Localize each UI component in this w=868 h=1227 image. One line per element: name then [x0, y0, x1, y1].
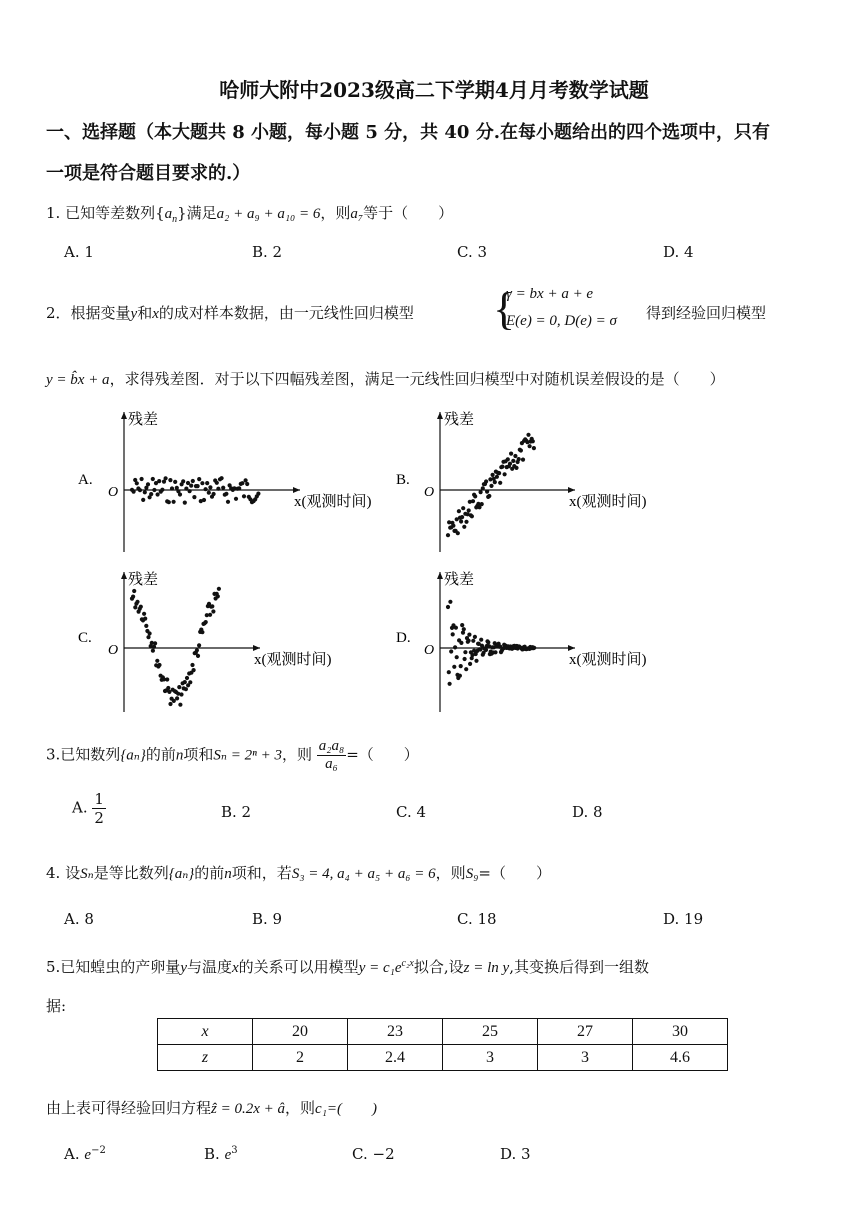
- data-point: [244, 478, 248, 482]
- data-point: [495, 475, 499, 479]
- data-point: [135, 481, 139, 485]
- x-axis-arrow: [253, 645, 260, 651]
- q1-condition: a₂ + a₉ + a₁₀ = 6: [216, 206, 321, 222]
- data-point: [478, 647, 482, 651]
- data-table: [157, 1018, 728, 1071]
- data-point: [208, 485, 212, 489]
- y-axis-label: 残差: [444, 412, 475, 428]
- data-point: [192, 495, 196, 499]
- y-axis-arrow: [121, 572, 127, 579]
- data-point: [256, 492, 260, 496]
- data-point: [458, 674, 462, 678]
- data-point: [481, 486, 485, 490]
- data-point: [200, 630, 204, 634]
- data-point: [216, 594, 220, 598]
- data-point: [210, 604, 214, 608]
- q1-option-b[interactable]: B. 2: [252, 243, 283, 261]
- data-point: [170, 486, 174, 490]
- data-point: [196, 484, 200, 488]
- data-point: [140, 477, 144, 481]
- y-axis-arrow: [437, 572, 443, 579]
- data-point: [456, 531, 460, 535]
- x-axis-arrow: [293, 487, 300, 493]
- data-point: [192, 668, 196, 672]
- data-point: [453, 645, 457, 649]
- data-point: [151, 477, 155, 481]
- data-point: [152, 488, 156, 492]
- data-point: [207, 491, 211, 495]
- data-point: [459, 519, 463, 523]
- data-point: [234, 497, 238, 501]
- data-point: [157, 479, 161, 483]
- data-point: [485, 490, 489, 494]
- data-point: [237, 486, 241, 490]
- plot-label: C.: [78, 630, 92, 646]
- data-point: [191, 479, 195, 483]
- origin-label: O: [424, 485, 435, 500]
- data-point: [204, 620, 208, 624]
- section-heading-line1: 一、选择题（本大题共 8 小题，每小题 5 分，共 40 分.在每小题给出的四个选项中，只有: [46, 122, 770, 143]
- data-point: [493, 480, 497, 484]
- x-axis-label: x(观测时间): [569, 494, 647, 510]
- data-point: [528, 444, 532, 448]
- section-heading-line2: 一项是符合题目要求的.）: [46, 163, 251, 184]
- data-point: [156, 492, 160, 496]
- data-point: [242, 494, 246, 498]
- data-point: [514, 466, 518, 470]
- data-point: [196, 654, 200, 658]
- data-point: [167, 500, 171, 504]
- data-point: [493, 650, 497, 654]
- data-point: [471, 639, 475, 643]
- data-point: [448, 682, 452, 686]
- q5-option-c[interactable]: C. −2: [352, 1145, 395, 1163]
- data-point: [461, 506, 465, 510]
- data-point: [211, 609, 215, 613]
- origin-label: O: [424, 643, 435, 658]
- data-point: [149, 492, 153, 496]
- data-point: [185, 676, 189, 680]
- data-point: [178, 492, 182, 496]
- data-point: [240, 481, 244, 485]
- data-point: [491, 473, 495, 477]
- data-point: [454, 626, 458, 630]
- data-point: [451, 632, 455, 636]
- data-point: [532, 446, 536, 450]
- q5-option-b[interactable]: B. $e^3$: [204, 1145, 238, 1163]
- q3-option-d[interactable]: D. 8: [572, 803, 603, 821]
- data-point: [195, 648, 199, 652]
- data-point: [503, 472, 507, 476]
- page-title: 哈师大附中2023级高二下学期4月月考数学试题: [219, 78, 649, 102]
- data-point: [200, 481, 204, 485]
- data-point: [166, 686, 170, 690]
- q3-option-a[interactable]: A. $\frac{1}{2}$: [72, 790, 104, 827]
- q1-option-d[interactable]: D. 4: [663, 243, 694, 261]
- origin-label: O: [108, 643, 119, 658]
- data-point: [212, 492, 216, 496]
- data-point: [181, 479, 185, 483]
- data-point: [202, 498, 206, 502]
- q3-option-a-fraction: $\frac{1}{2}$: [94, 790, 104, 827]
- data-point: [132, 589, 136, 593]
- question-5-line3: 由上表可得经验回归方程ẑ = 0.2x + â，则c₁=( ): [46, 1099, 378, 1117]
- data-point: [532, 646, 536, 650]
- data-point: [464, 667, 468, 671]
- data-point: [135, 600, 139, 604]
- data-point: [146, 482, 150, 486]
- data-point: [451, 524, 455, 528]
- question-5-line2: 据:: [46, 997, 67, 1015]
- data-point: [484, 479, 488, 483]
- data-point: [455, 655, 459, 659]
- data-point: [144, 624, 148, 628]
- q1-option-c[interactable]: C. 3: [457, 243, 488, 261]
- data-point: [531, 439, 535, 443]
- data-point: [221, 486, 225, 490]
- data-point: [467, 508, 471, 512]
- data-point: [519, 448, 523, 452]
- data-point: [459, 664, 463, 668]
- data-point: [471, 499, 475, 503]
- y-axis-arrow: [437, 412, 443, 419]
- data-point: [508, 462, 512, 466]
- data-point: [462, 627, 466, 631]
- data-point: [487, 494, 491, 498]
- question-5-line1: 5.已知蝗虫的产卵量y与温度x的关系可以用模型$y = c_1e^{c_2x}$拟合,设z = ln y,其变换后得到一组数: [46, 958, 649, 976]
- data-point: [245, 482, 249, 486]
- data-point: [142, 612, 146, 616]
- residual-plots: [70, 400, 770, 720]
- data-point: [474, 659, 478, 663]
- data-point: [506, 457, 510, 461]
- data-point: [220, 476, 224, 480]
- y-axis-arrow: [121, 412, 127, 419]
- data-point: [448, 600, 452, 604]
- data-point: [498, 481, 502, 485]
- q3-option-c[interactable]: C. 4: [396, 803, 427, 821]
- data-point: [157, 663, 161, 667]
- plot-label: A.: [78, 472, 93, 488]
- data-point: [463, 650, 467, 654]
- data-point: [168, 478, 172, 482]
- data-point: [460, 515, 464, 519]
- data-point: [513, 454, 517, 458]
- data-point: [467, 633, 471, 637]
- y-axis-label: 残差: [128, 572, 159, 588]
- data-point: [217, 587, 221, 591]
- data-point: [172, 500, 176, 504]
- x-axis-arrow: [568, 487, 575, 493]
- data-point: [197, 643, 201, 647]
- data-point: [143, 617, 147, 621]
- data-point: [131, 595, 135, 599]
- data-point: [463, 657, 467, 661]
- data-point: [484, 648, 488, 652]
- q4-option-a[interactable]: A. 8: [64, 910, 94, 928]
- table-row: z 2 2.4 3 3 4.6: [158, 1045, 728, 1071]
- data-point: [173, 480, 177, 484]
- data-point: [457, 509, 461, 513]
- x-axis-label: x(观测时间): [294, 494, 372, 510]
- data-point: [449, 649, 453, 653]
- data-point: [188, 489, 192, 493]
- question-2-line1-end: 得到经验回归模型: [646, 304, 767, 322]
- data-point: [517, 457, 521, 461]
- y-axis-label: 残差: [444, 572, 475, 588]
- system-brace: {: [493, 283, 516, 334]
- data-point: [146, 635, 150, 639]
- data-point: [183, 501, 187, 505]
- data-point: [141, 498, 145, 502]
- plot-label: D.: [396, 630, 411, 646]
- q5-option-d[interactable]: D. 3: [500, 1145, 531, 1163]
- data-point: [132, 490, 136, 494]
- q5-option-a[interactable]: A. $e^{-2}$: [64, 1145, 106, 1163]
- table-row: x 20 23 25 27 30: [158, 1019, 728, 1045]
- regression-system-eq1: γ = bx + a + e: [506, 286, 594, 302]
- data-point: [464, 520, 468, 524]
- plot-label: B.: [396, 472, 410, 488]
- q1-option-a[interactable]: A. 1: [64, 243, 94, 261]
- data-point: [179, 692, 183, 696]
- data-point: [509, 452, 513, 456]
- data-point: [155, 659, 159, 663]
- q3-fraction: $\frac{\text{a₂a₈}}{\text{a₆}}$: [318, 738, 345, 772]
- question-2-line2: y = b̂x + a，求得残差图．对于以下四幅残差图，满足一元线性回归模型中对随机误差假设的是（ ）: [46, 370, 725, 388]
- data-point: [489, 484, 493, 488]
- data-point: [151, 649, 155, 653]
- data-point: [160, 488, 164, 492]
- data-point: [190, 663, 194, 667]
- data-point: [462, 525, 466, 529]
- data-point: [470, 514, 474, 518]
- data-point: [446, 533, 450, 537]
- data-point: [148, 631, 152, 635]
- data-point: [188, 680, 192, 684]
- data-point: [208, 613, 212, 617]
- x-axis-label: x(观测时间): [254, 652, 332, 668]
- y-axis-label: 残差: [128, 412, 159, 428]
- data-point: [139, 605, 143, 609]
- data-point: [460, 623, 464, 627]
- data-point: [447, 670, 451, 674]
- data-point: [184, 687, 188, 691]
- question-4: 4. 设Sₙ是等比数列{aₙ}的前n项和，若S₃ = 4, a₄ + a₅ + a₆ = 6，则S₉=（ ）: [46, 864, 551, 882]
- data-point: [486, 640, 490, 644]
- question-1: 1. 已知等差数列$\{a_n\}$满足a₂ + a₉ + a₁₀ = 6，则a₇等于（ ）: [46, 204, 454, 225]
- data-point: [175, 696, 179, 700]
- data-point: [183, 680, 187, 684]
- x-axis-label: x(观测时间): [569, 652, 647, 668]
- data-point: [138, 488, 142, 492]
- data-point: [452, 665, 456, 669]
- question-3: 3.已知数列{aₙ}的前n项和Sₙ = 2ⁿ + 3，则 $\frac{\text{a₂a₈}}{\text{a₆}}$ =（ ）: [46, 738, 419, 772]
- q4-option-c[interactable]: C. 18: [457, 910, 497, 928]
- regression-system-eq2: E(e) = 0, D(e) = σ: [506, 313, 617, 329]
- data-point: [133, 605, 137, 609]
- data-point: [446, 605, 450, 609]
- data-point: [497, 471, 501, 475]
- data-point: [224, 492, 228, 496]
- data-point: [143, 490, 147, 494]
- q4-option-b[interactable]: B. 9: [252, 910, 283, 928]
- origin-label: O: [108, 485, 119, 500]
- data-point: [153, 641, 157, 645]
- data-point: [459, 641, 463, 645]
- data-point: [526, 433, 530, 437]
- data-point: [204, 487, 208, 491]
- data-point: [511, 459, 515, 463]
- data-point: [215, 481, 219, 485]
- data-point: [165, 677, 169, 681]
- data-point: [468, 662, 472, 666]
- data-point: [480, 502, 484, 506]
- data-point: [479, 638, 483, 642]
- data-point: [467, 639, 471, 643]
- data-point: [473, 494, 477, 498]
- data-point: [189, 484, 193, 488]
- data-point: [177, 685, 181, 689]
- data-point: [500, 465, 504, 469]
- data-point: [197, 477, 201, 481]
- data-point: [521, 458, 525, 462]
- q3-option-b[interactable]: B. 2: [221, 803, 252, 821]
- data-point: [168, 702, 172, 706]
- data-point: [205, 481, 209, 485]
- data-point: [473, 635, 477, 639]
- q4-option-d[interactable]: D. 19: [663, 910, 704, 928]
- data-point: [226, 500, 230, 504]
- data-point: [479, 490, 483, 494]
- data-point: [216, 487, 220, 491]
- data-point: [164, 476, 168, 480]
- question-2-line1: 2．根据变量y和x的成对样本数据，由一元线性回归模型: [46, 304, 414, 322]
- x-axis-arrow: [568, 645, 575, 651]
- data-point: [178, 703, 182, 707]
